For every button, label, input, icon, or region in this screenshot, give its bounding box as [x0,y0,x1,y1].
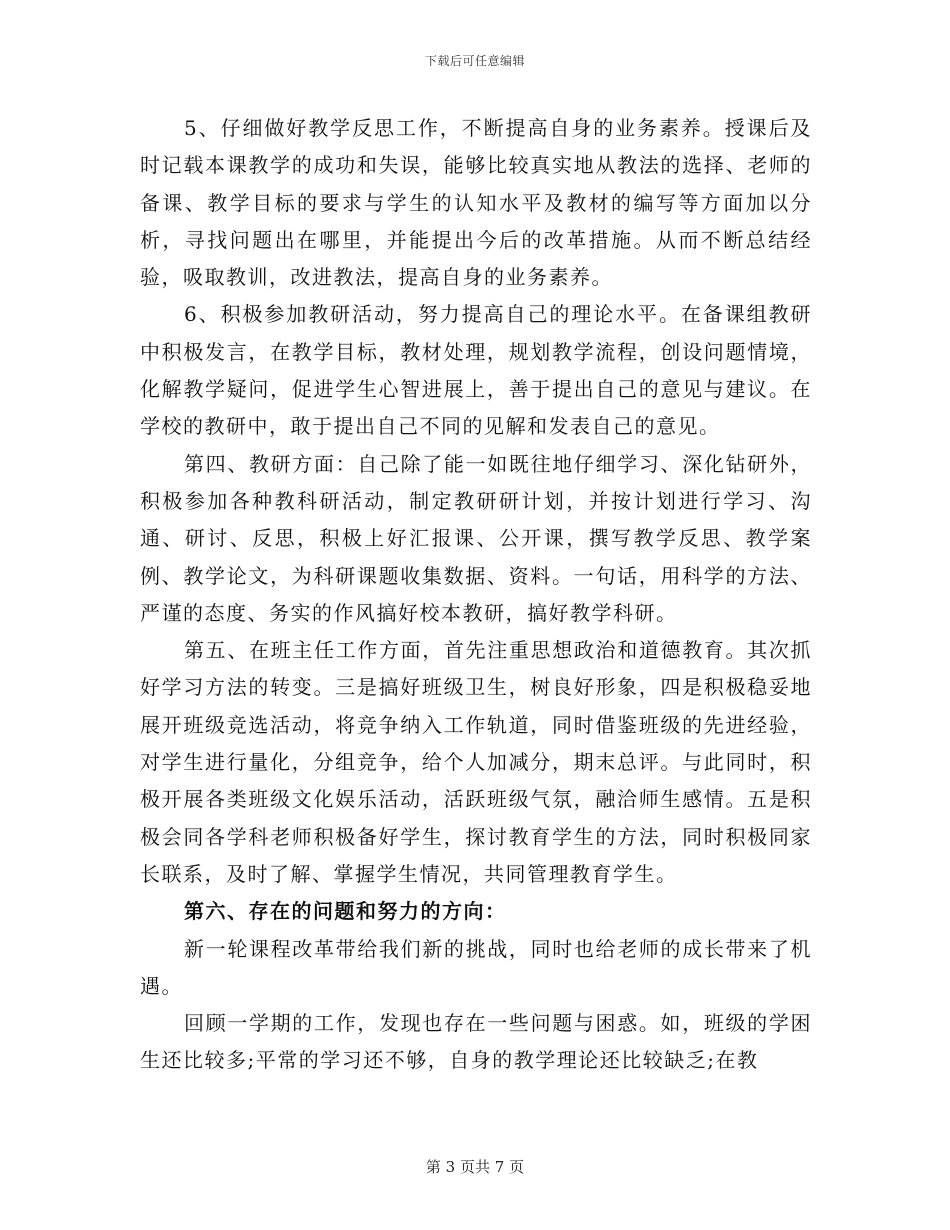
page-header: 下载后可任意编辑 [424,54,525,68]
paragraph-section-four-research: 第四、教研方面：自己除了能一如既往地仔细学习、深化钻研外，积极参加各种教科研活动，制定教研研计划，并按计划进行学习、沟通、研讨、反思，积极上好汇报课、公开课，撰写教学反思、教学案例、教学论文，为科研课题收集数据、资料。一句话，用科学的方法、严谨的态度、务实的作风搞好校本教研，搞好教学科研。 [140,451,812,625]
paragraph-section-five-class-teacher: 第五、在班主任工作方面，首先注重思想政治和道德教育。其次抓好学习方法的转变。三是搞好班级卫生，树良好形象，四是积极稳妥地展开班级竞选活动，将竞争纳入工作轨道，同时借鉴班级的先进经验，对学生进行量化，分组竞争，给个人加减分，期末总评。与此同时，积极开展各类班级文化娱乐活动，活跃班级气氛，融洽师生感情。五是积极会同各学科老师积极备好学生，探讨教育学生的方法，同时积极同家长联系，及时了解、掌握学生情况，共同管理教育学生。 [140,638,812,886]
paragraph-teaching-research-activities: 6、积极参加教研活动，努力提高自己的理论水平。在备课组教研中积极发言，在教学目标，教材处理，规划教学流程，创设问题情境，化解教学疑问，促进学生心智进展上，善于提出自己的意见与建议。在学校的教研中，敢于提出自己不同的见解和发表自己的意见。 [140,302,812,439]
document-body [140,110,812,1080]
section-heading-problems: 第六、存在的问题和努力的方向： [184,899,507,924]
page-footer: 第 3 页共 7 页 [425,1158,525,1176]
paragraph-review: 回顾一学期的工作，发现也存在一些问题与困惑。如，班级的学困生还比较多;平常的学习还不够，自身的教学理论还比较缺乏;在教 [140,1011,812,1073]
paragraph-reflection: 5、仔细做好教学反思工作，不断提高自身的业务素养。授课后及时记载本课教学的成功和失误，能够比较真实地从教法的选择、老师的备课、教学目标的要求与学生的认知水平及教材的编写等方面加以分析，寻找问题出在哪里，并能提出今后的改革措施。从而不断总结经验，吸取教训，改进教法，提高自身的业务素养。 [140,116,812,290]
paragraph-curriculum-reform: 新一轮课程改革带给我们新的挑战，同时也给老师的成长带来了机遇。 [140,936,812,998]
